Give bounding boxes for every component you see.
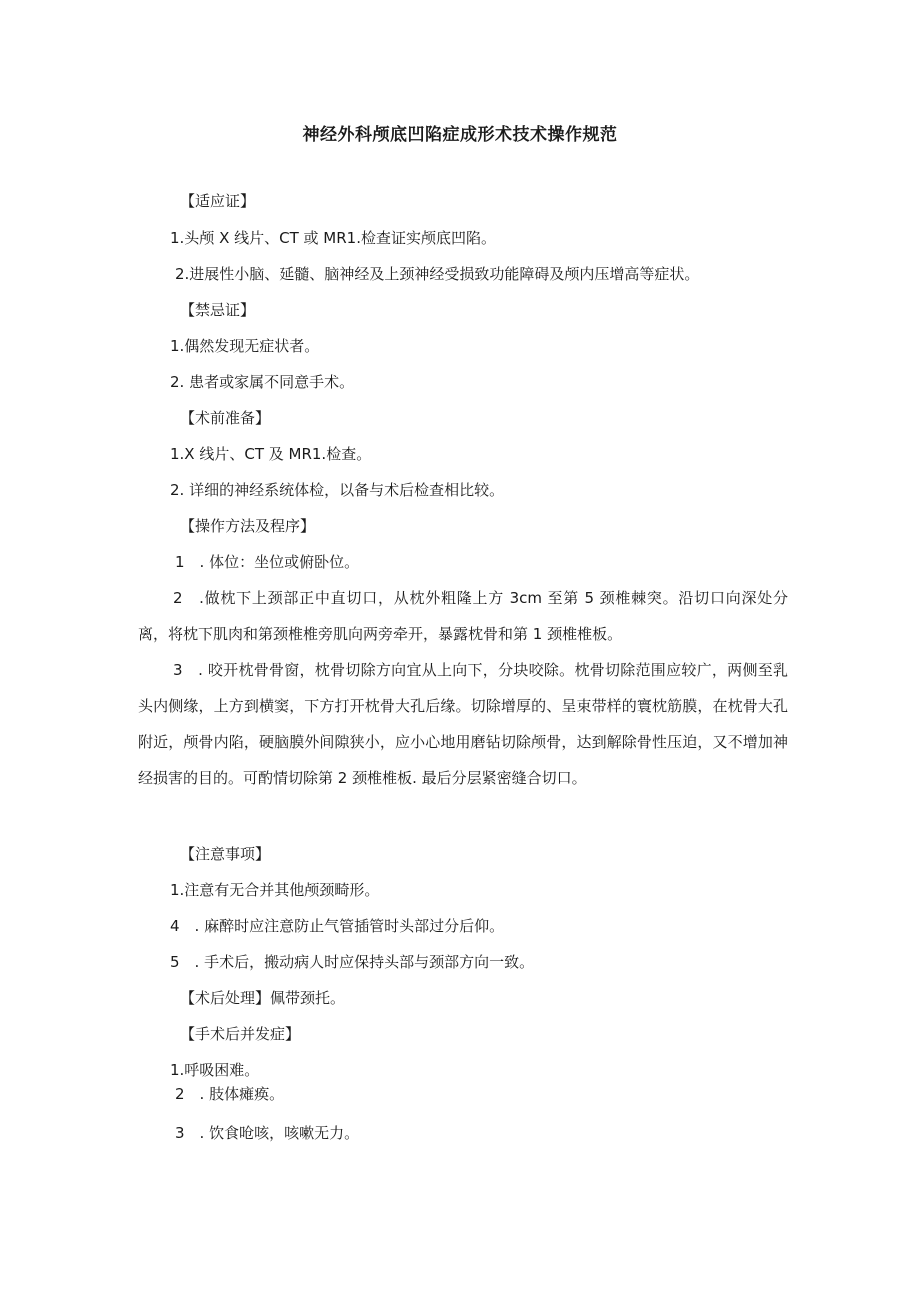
procedure-item-2: 2 .做枕下上颈部正中直切口，从枕外粗隆上方 3cm 至第 5 颈椎棘突。沿切口向深处分离，将枕下肌肉和第颈椎椎旁肌向两旁牵开，暴露枕骨和第 1 颈椎椎板。	[138, 589, 788, 643]
heading-contraindications: 【禁忌证】	[180, 301, 256, 319]
indication-item-1: 1.头颅 X 线片、CT 或 MR1.检查证实颅底凹陷。	[170, 229, 496, 247]
complication-item-1: 1.呼吸困难。	[170, 1061, 260, 1079]
complication-item-3: 3 . 饮食呛咳，咳嗽无力。	[175, 1124, 360, 1142]
heading-postop-care: 【术后处理】佩带颈托。	[180, 989, 346, 1007]
procedure-item-3: 3 . 咬开枕骨骨窗，枕骨切除方向宜从上向下，分块咬除。枕骨切除范围应较广，两侧至乳头内侧缘，上方到横窦，下方打开枕骨大孔后缘。切除增厚的、呈束带样的寰枕筋膜，在枕骨大孔附近，颅骨内陷，硬脑膜外间隙狭小，应小心地用磨钻切除颅骨，达到解除骨性压迫，又不增加神经损害的目的。可酌情切除第 2 颈椎椎板. 最后分层紧密缝合切口。	[138, 661, 788, 787]
contraindication-item-2: 2. 患者或家属不同意手术。	[170, 373, 355, 391]
complication-item-2: 2 . 肢体瘫痪。	[175, 1085, 285, 1103]
procedure-item-1: 1 . 体位：坐位或俯卧位。	[175, 553, 360, 571]
document-title: 神经外科颅底凹陷症成形术技术操作规范	[302, 125, 618, 145]
heading-procedure: 【操作方法及程序】	[180, 517, 316, 535]
preop-item-1: 1.X 线片、CT 及 MR1.检查。	[170, 445, 372, 463]
contraindication-item-1: 1.偶然发现无症状者。	[170, 337, 320, 355]
preop-item-2: 2. 详细的神经系统体检，以备与术后检查相比较。	[170, 481, 505, 499]
precaution-item-4: 4 . 麻醉时应注意防止气管插管时头部过分后仰。	[170, 917, 505, 935]
heading-precautions: 【注意事项】	[180, 845, 271, 863]
heading-preop: 【术前准备】	[180, 409, 271, 427]
heading-complications: 【手术后并发症】	[180, 1025, 301, 1043]
precaution-item-5: 5 . 手术后，搬动病人时应保持头部与颈部方向一致。	[170, 953, 535, 971]
indication-item-2: 2.进展性小脑、延髓、脑神经及上颈神经受损致功能障碍及颅内压增高等症状。	[175, 265, 700, 283]
precaution-item-1: 1.注意有无合并其他颅颈畸形。	[170, 881, 380, 899]
heading-indications: 【适应证】	[180, 192, 256, 210]
